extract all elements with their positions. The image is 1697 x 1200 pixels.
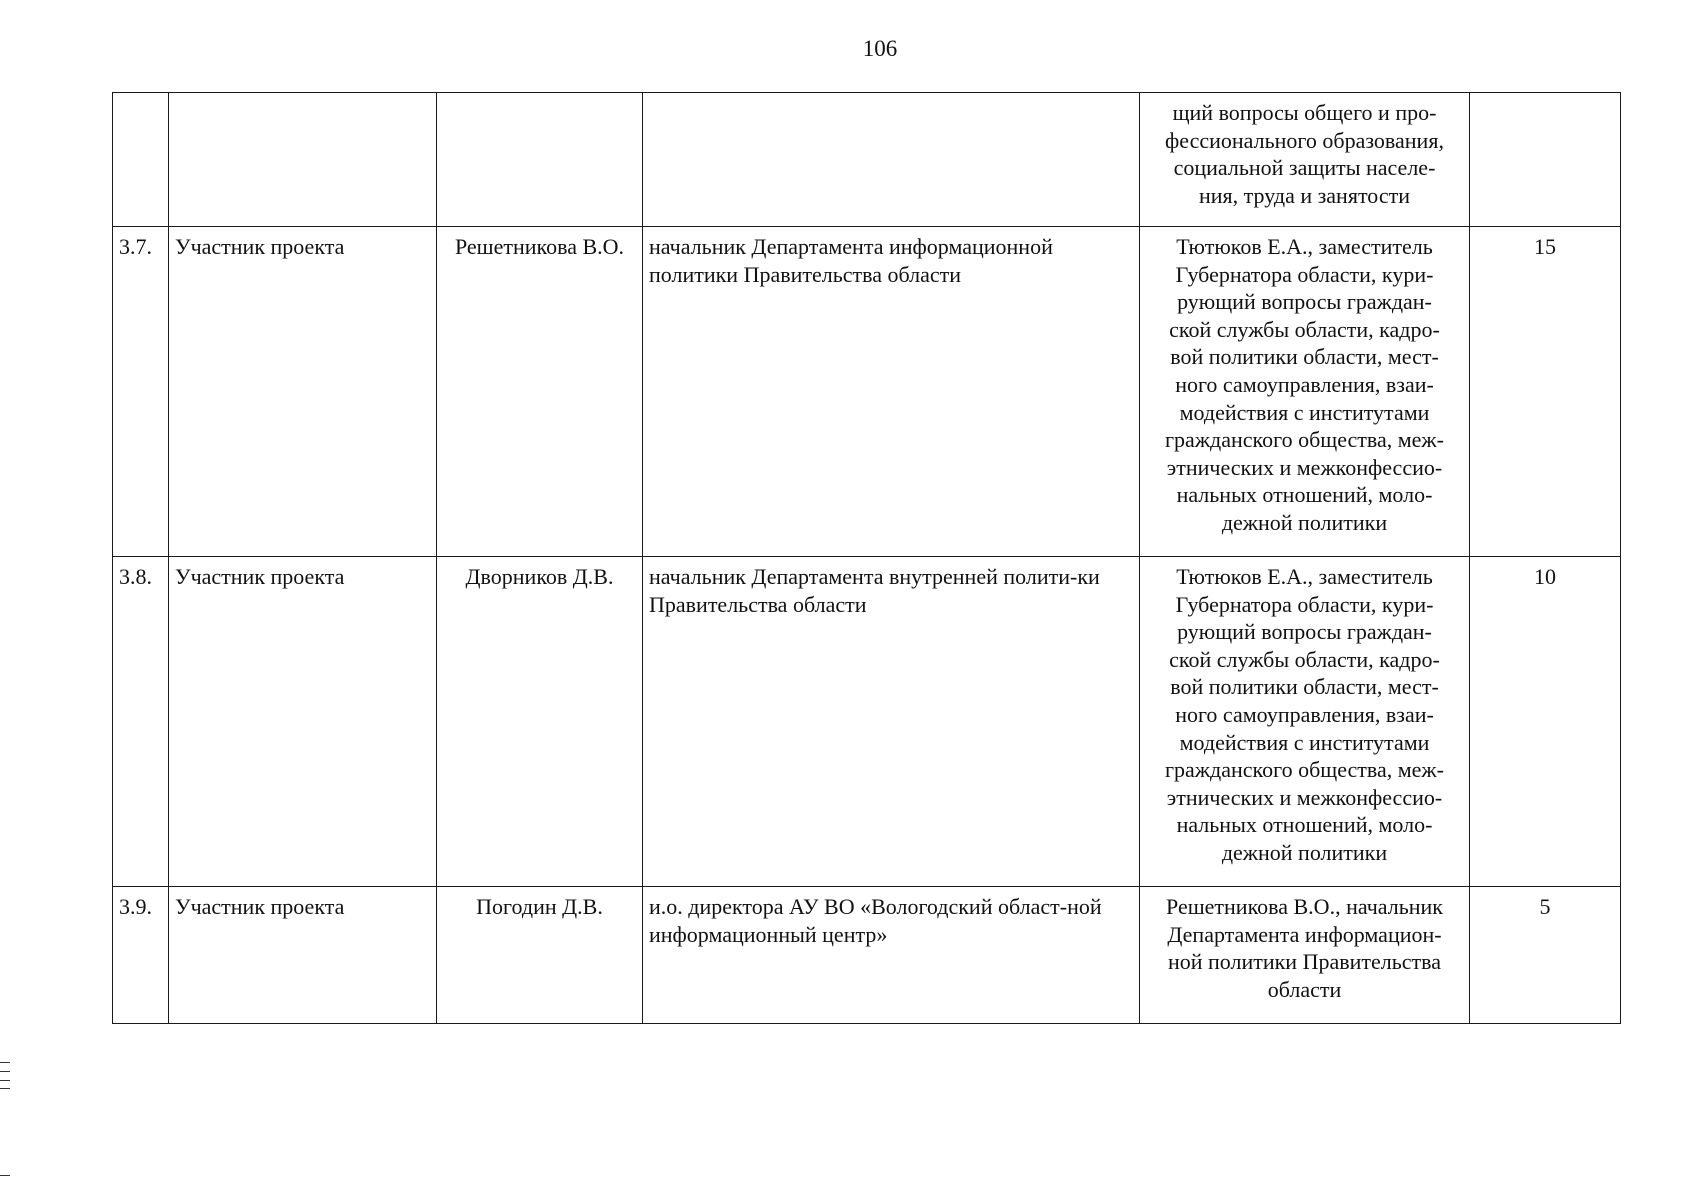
- supervisor-line: дежной политики: [1221, 509, 1388, 535]
- supervisor-line: модействия с институтами: [1179, 729, 1430, 755]
- supervisor-line: Губернатора области, кури-: [1175, 261, 1434, 287]
- supervisor-line: гражданского общества, меж-: [1165, 427, 1444, 453]
- position-cell: начальник Департамента информационной политики Правительства области: [643, 227, 1140, 557]
- supervisor-line: рующий вопросы граждан-: [1177, 619, 1432, 645]
- row-number-cell: 3.9.: [113, 887, 169, 1024]
- row-number-cell: 3.8.: [113, 557, 169, 887]
- supervisor-cell: [1140, 887, 1470, 1024]
- table-row: [113, 887, 1621, 1024]
- role-cell: Участник проекта: [169, 887, 437, 1024]
- supervisor-cell: [1140, 93, 1470, 227]
- percent-cell: 10: [1470, 557, 1621, 887]
- supervisor-line: Тютюков Е.А., заместитель: [1176, 564, 1433, 589]
- row-number-cell: [113, 93, 169, 227]
- row-number-cell: 3.7.: [113, 227, 169, 557]
- supervisor-line: этнических и межконфессио-: [1166, 784, 1443, 810]
- supervisor-line: фессионального образования,: [1165, 127, 1444, 153]
- supervisor-line: вой политики области, мест-: [1170, 674, 1439, 700]
- supervisor-line: нальных отношений, моло-: [1176, 812, 1433, 838]
- supervisor-line: ской службы области, кадро-: [1169, 646, 1440, 672]
- supervisor-line: Решетникова В.О., начальник: [1166, 894, 1443, 919]
- percent-cell: 5: [1470, 887, 1621, 1024]
- supervisor-line: ной политики Правительства: [1167, 949, 1442, 975]
- supervisor-line: Тютюков Е.А., заместитель: [1176, 234, 1433, 259]
- supervisor-line: ской службы области, кадро-: [1169, 316, 1440, 342]
- position-cell: [643, 93, 1140, 227]
- name-cell: Решетникова В.О.: [437, 227, 643, 557]
- scan-margin-mark: [0, 1175, 10, 1176]
- scan-margin-mark: [0, 1080, 10, 1081]
- supervisor-line: Департамента информацион-: [1167, 921, 1442, 947]
- role-cell: [169, 93, 437, 227]
- supervisor-line: модействия с институтами: [1179, 399, 1430, 425]
- participants-table: [112, 92, 1621, 1024]
- supervisor-line: ния, труда и занятости: [1199, 182, 1410, 208]
- supervisor-line: этнических и межконфессио-: [1166, 454, 1443, 480]
- supervisor-line: области: [1267, 976, 1342, 1002]
- supervisor-line: нальных отношений, моло-: [1176, 482, 1433, 508]
- scan-margin-mark: [0, 1062, 10, 1063]
- supervisor-line: Губернатора области, кури-: [1175, 591, 1434, 617]
- supervisor-line: рующий вопросы граждан-: [1177, 289, 1432, 315]
- supervisor-line: гражданского общества, меж-: [1165, 757, 1444, 783]
- role-cell: Участник проекта: [169, 557, 437, 887]
- name-cell: Дворников Д.В.: [437, 557, 643, 887]
- scan-margin-mark: [0, 1088, 10, 1089]
- supervisor-line: ного самоуправления, взаи-: [1175, 701, 1434, 727]
- position-cell: и.о. директора АУ ВО «Вологодский област-ной информационный центр»: [643, 887, 1140, 1024]
- page-number: 106: [862, 36, 898, 61]
- table-row: [113, 93, 1621, 227]
- table-row: [113, 557, 1621, 887]
- position-cell: начальник Департамента внутренней полити-ки Правительства области: [643, 557, 1140, 887]
- supervisor-cell: [1140, 557, 1470, 887]
- name-cell: [437, 93, 643, 227]
- supervisor-line: дежной политики: [1221, 839, 1388, 865]
- supervisor-line: щий вопросы общего и про-: [1172, 100, 1437, 125]
- table-row: [113, 227, 1621, 557]
- supervisor-cell: [1140, 227, 1470, 557]
- role-cell: Участник проекта: [169, 227, 437, 557]
- percent-cell: [1470, 93, 1621, 227]
- name-cell: Погодин Д.В.: [437, 887, 643, 1024]
- supervisor-line: вой политики области, мест-: [1170, 344, 1439, 370]
- percent-cell: 15: [1470, 227, 1621, 557]
- supervisor-line: ного самоуправления, взаи-: [1175, 371, 1434, 397]
- supervisor-line: социальной защиты населе-: [1173, 155, 1436, 181]
- scan-margin-mark: [0, 1071, 10, 1072]
